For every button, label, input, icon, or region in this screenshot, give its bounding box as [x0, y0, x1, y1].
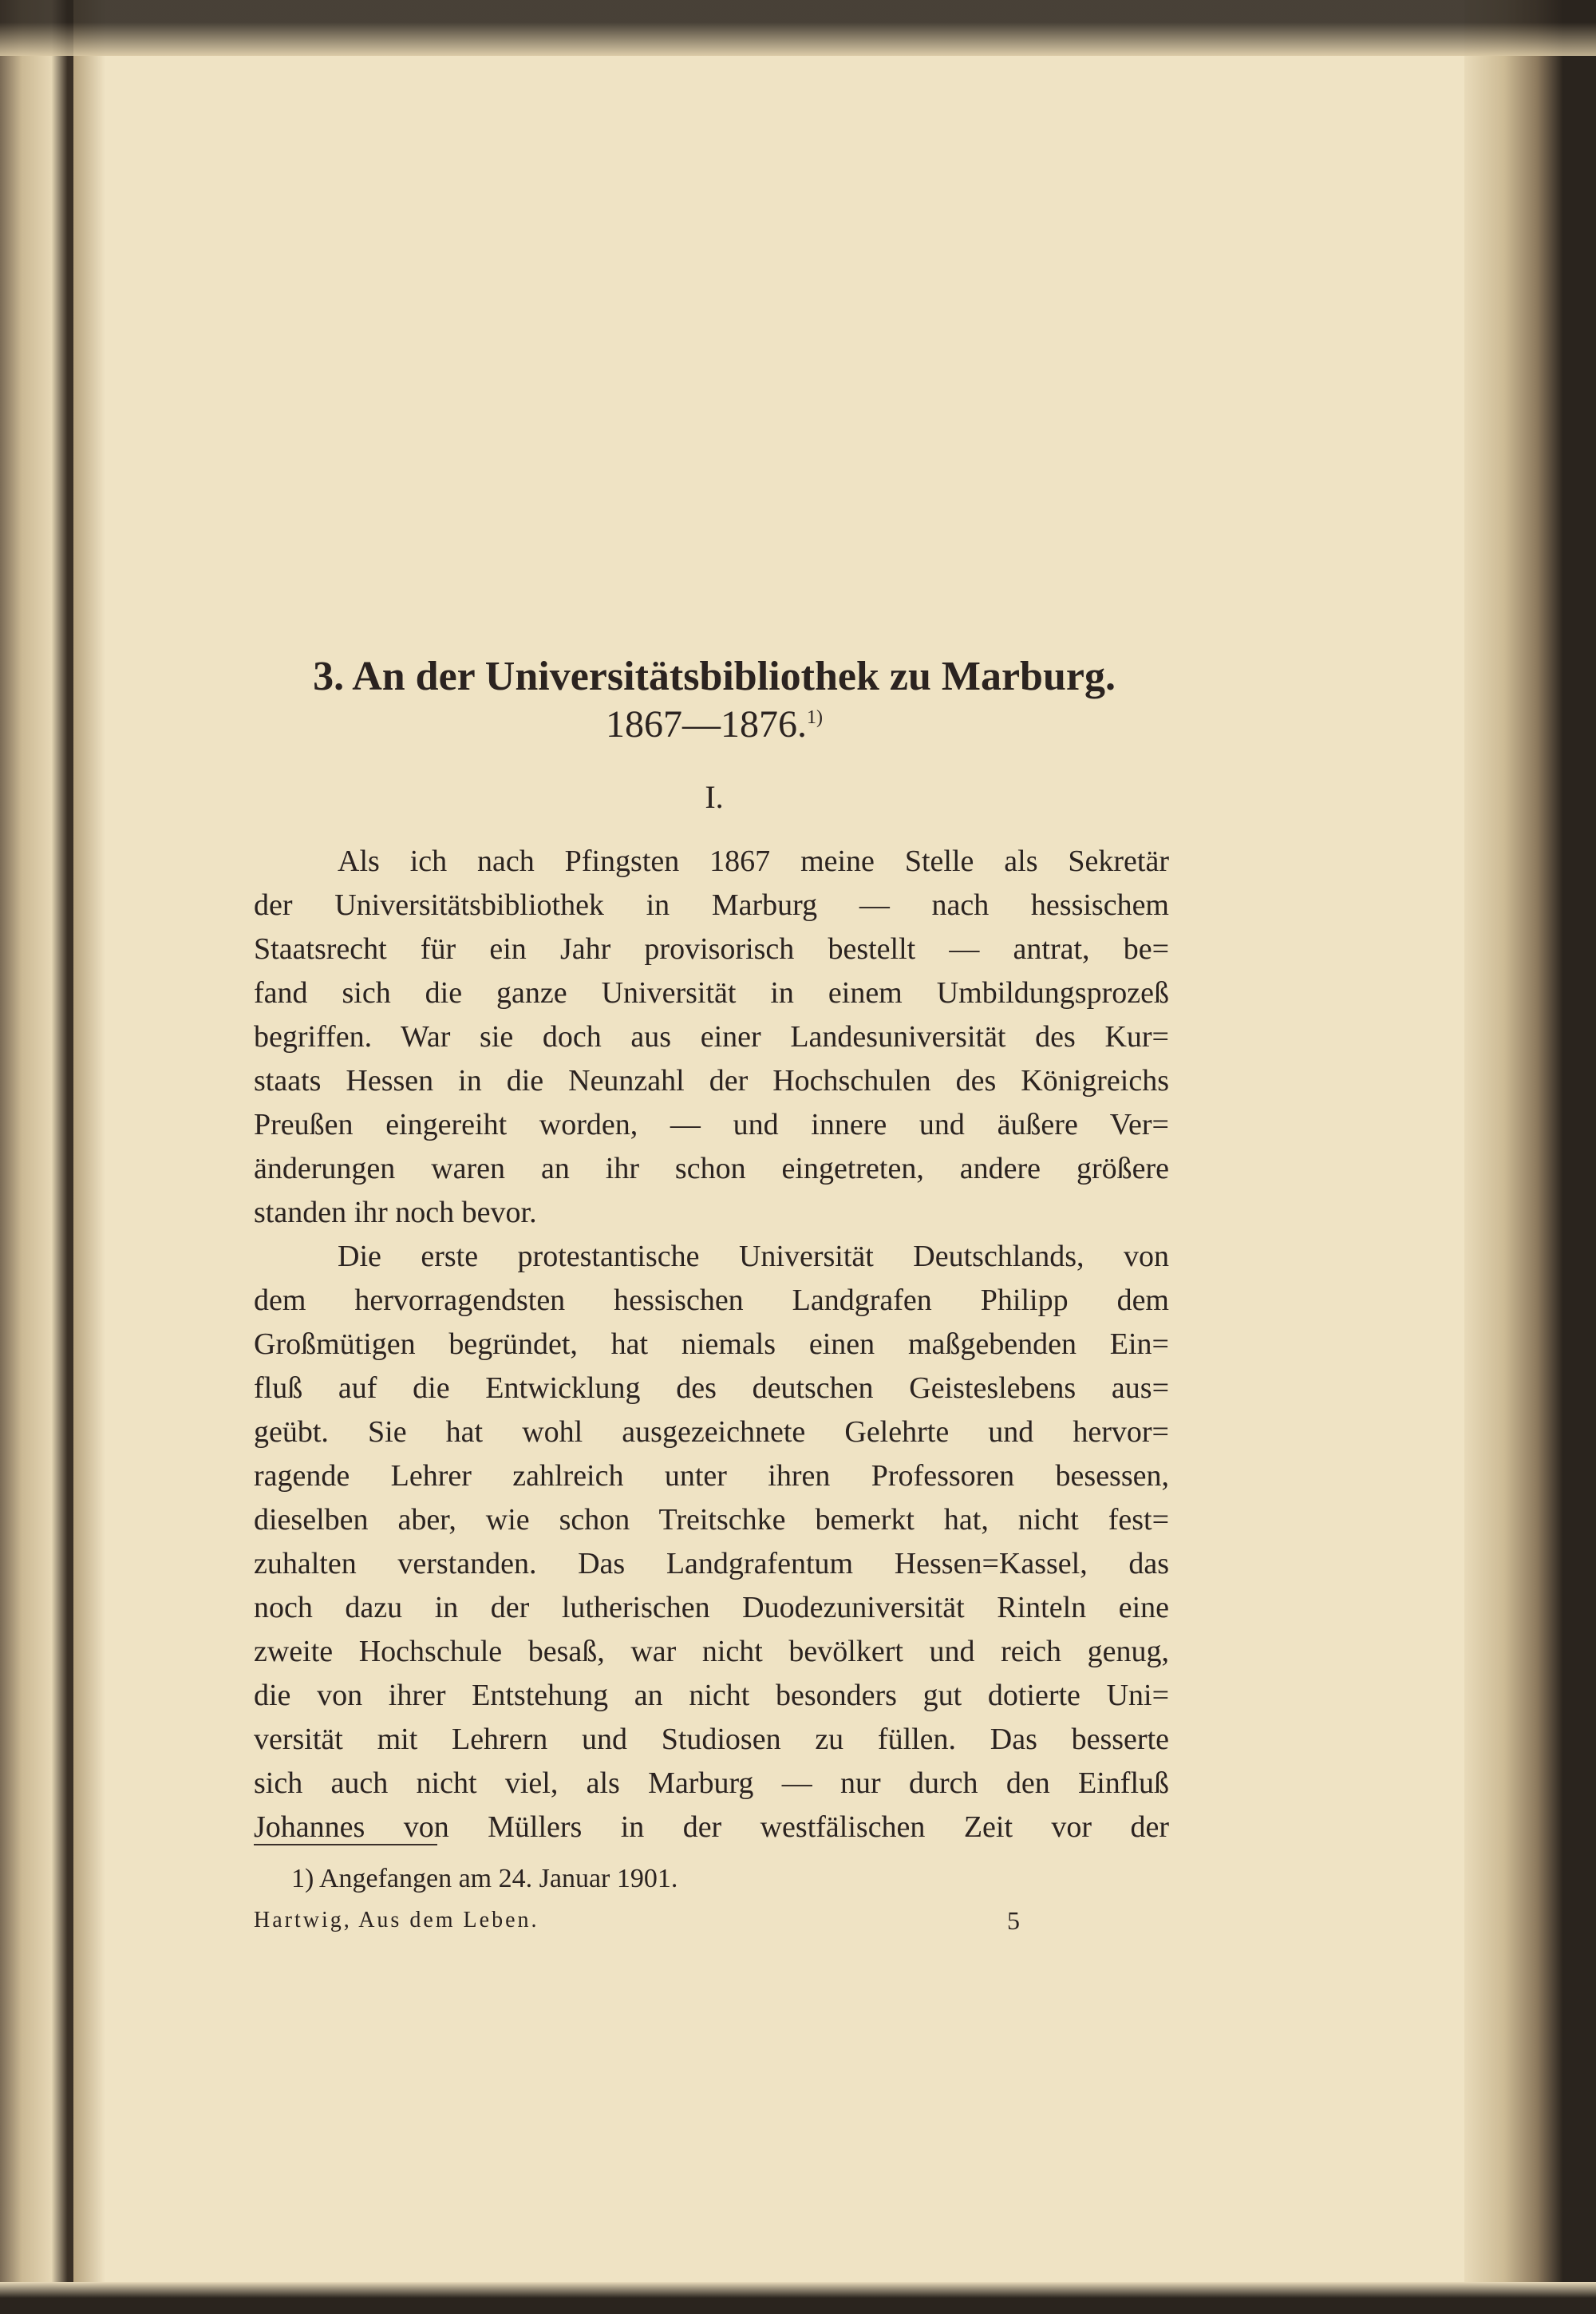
text-line: fluß auf die Entwicklung des deutschen Geisteslebens aus=	[254, 1371, 1169, 1405]
text-line: begriffen. War sie doch aus einer Landesuniversität des Kur=	[254, 1020, 1169, 1054]
text-line: der Universitätsbibliothek in Marburg — nach hessischem	[254, 888, 1169, 922]
text-line: zweite Hochschule besaß, war nicht bevölkert und reich genug,	[254, 1635, 1169, 1668]
text-line: die von ihrer Entstehung an nicht besonders gut dotierte Uni=	[254, 1679, 1169, 1712]
text-line: sich auch nicht viel, als Marburg — nur durch den Einfluß	[254, 1766, 1169, 1800]
book-gutter	[73, 0, 105, 2314]
scan-bottom-border	[0, 2282, 1596, 2314]
text-line: Staatsrecht für ein Jahr provisorisch bestellt — antrat, be=	[254, 932, 1169, 966]
page-number: 5	[1007, 1906, 1020, 1935]
text-line: ragende Lehrer zahlreich unter ihren Professoren besessen,	[254, 1459, 1169, 1493]
text-line: Die erste protestantische Universität Deutschlands, von	[338, 1240, 1169, 1273]
text-line: noch dazu in der lutherischen Duodezuniversität Rinteln eine	[254, 1591, 1169, 1624]
text-line: dem hervorragendsten hessischen Landgrafen Philipp dem	[254, 1284, 1169, 1317]
left-page-edge	[0, 0, 73, 2314]
chapter-title: 3. An der Universitätsbibliothek zu Marburg.	[313, 654, 1116, 699]
chapter-years	[239, 702, 1189, 746]
text-line: Preußen eingereiht worden, — und innere und äußere Ver=	[254, 1108, 1169, 1141]
footnote-divider	[254, 1844, 437, 1845]
footnote-mark: 1)	[807, 707, 823, 728]
text-line: staats Hessen in die Neunzahl der Hochschulen des Königreichs	[254, 1064, 1169, 1098]
scan-top-border	[0, 0, 1596, 56]
text-line: zuhalten verstanden. Das Landgrafentum Hessen=Kassel, das	[254, 1547, 1169, 1580]
text-line: geübt. Sie hat wohl ausgezeichnete Gelehrte und hervor=	[254, 1415, 1169, 1449]
text-line: Als ich nach Pfingsten 1867 meine Stelle als Sekretär	[338, 845, 1169, 878]
section-number: I.	[705, 779, 724, 815]
text-line: versität mit Lehrern und Studiosen zu füllen. Das besserte	[254, 1723, 1169, 1756]
text-line: änderungen waren an ihr schon eingetreten, andere größere	[254, 1152, 1169, 1185]
right-page-edges	[1464, 0, 1596, 2314]
text-line: Großmütigen begründet, hat niemals einen maßgebenden Ein=	[254, 1327, 1169, 1361]
chapter-years-text: 1867—1876.	[606, 703, 807, 746]
text-line: standen ihr noch bevor.	[254, 1196, 537, 1229]
body-text	[254, 840, 1169, 1849]
running-footer: Hartwig, Aus dem Leben.	[254, 1908, 539, 1932]
text-line: fand sich die ganze Universität in einem Umbildungsprozeß	[254, 976, 1169, 1010]
text-line: dieselben aber, wie schon Treitschke bemerkt hat, nicht fest=	[254, 1503, 1169, 1537]
text-line: Johannes von Müllers in der westfälischen Zeit vor der	[254, 1810, 1169, 1844]
footnote: 1) Angefangen am 24. Januar 1901.	[291, 1864, 678, 1893]
